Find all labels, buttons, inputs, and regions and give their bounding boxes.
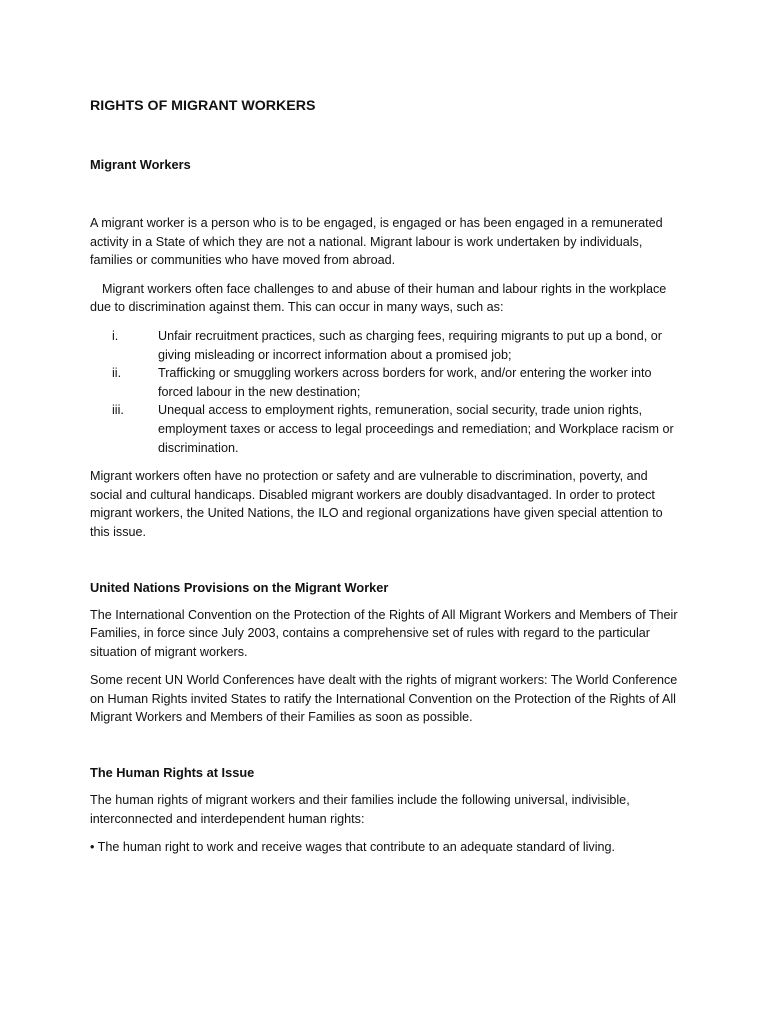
- section-heading-human-rights: The Human Rights at Issue: [90, 765, 255, 781]
- paragraph-vulnerability: Migrant workers often have no protection or safety and are vulnerable to discrimination, poverty, and social and cultural handicaps. Disabled migrant workers are doubly disadvantaged. In order to protect migrant workers, the United Nations, the ILO and regional organizations have given special attention to this issue.: [90, 469, 663, 539]
- list-item: [90, 364, 680, 401]
- list-item-number: iii.: [112, 403, 124, 418]
- bullet-right-to-work: • The human right to work and receive wages that contribute to an adequate standard of living.: [90, 840, 616, 855]
- document-title: RIGHTS OF MIGRANT WORKERS: [90, 98, 316, 114]
- paragraph-convention: The International Convention on the Protection of the Rights of All Migrant Workers and Members of Their Families, in force since July 2003, contains a comprehensive set of rules with regard to the particular situation of migrant workers.: [90, 607, 678, 659]
- list-item-text: Unequal access to employment rights, remuneration, social security, trade union rights, employment taxes or access to legal proceedings and remediation; and Workplace racism or discrimination.: [158, 403, 674, 455]
- list-item-number: ii.: [112, 366, 122, 381]
- list-item-text: Unfair recruitment practices, such as charging fees, requiring migrants to put up a bond, or giving misleading or incorrect information about a promised job;: [158, 328, 663, 362]
- paragraph-world-conferences: Some recent UN World Conferences have dealt with the rights of migrant workers: The World Conference on Human Rights invited States to ratify the International Convention on the Protection of the Rights of All Migrant Workers and Members of their Families as soon as possible.: [90, 673, 678, 725]
- paragraph-definition: A migrant worker is a person who is to be engaged, is engaged or has been engaged in a remunerated activity in a State of which they are not a national. Migrant labour is work undertaken by individuals, families or communities who have moved from abroad.: [90, 216, 663, 268]
- section-heading-migrant-workers: Migrant Workers: [90, 157, 191, 172]
- list-item: [90, 401, 680, 457]
- discrimination-list: [90, 327, 680, 457]
- document-body: [90, 96, 680, 867]
- list-item: [90, 327, 680, 364]
- paragraph-human-rights-intro: The human rights of migrant workers and their families include the following universal, indivisible, interconnected and interdependent human rights:: [90, 793, 630, 826]
- section-heading-un-provisions: United Nations Provisions on the Migrant Worker: [90, 579, 389, 595]
- paragraph-challenges: Migrant workers often face challenges to and abuse of their human and labour rights in the workplace due to discrimination against them. This can occur in many ways, such as:: [90, 281, 667, 315]
- list-item-text: Trafficking or smuggling workers across borders for work, and/or entering the worker into forced labour in the new destination;: [158, 366, 652, 399]
- list-item-number: i.: [112, 328, 119, 343]
